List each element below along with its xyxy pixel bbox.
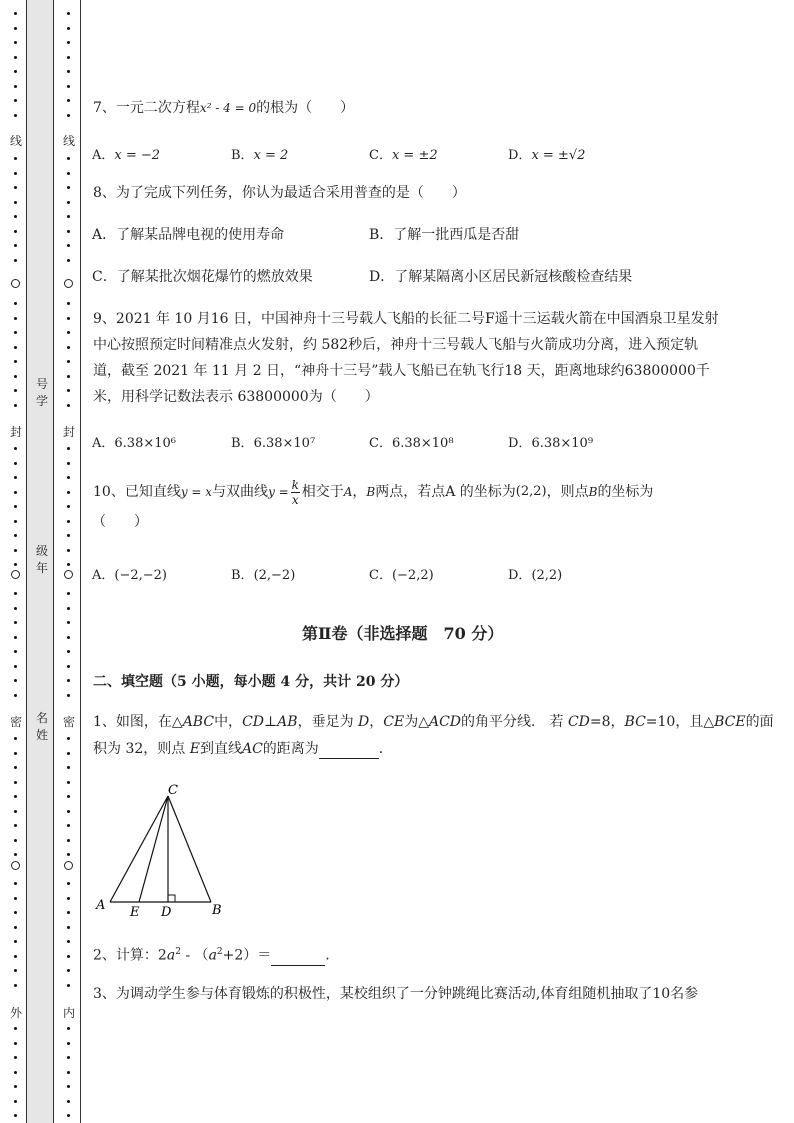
margin-dot [14, 375, 17, 378]
margin-dot [67, 505, 70, 508]
margin-dot [67, 534, 70, 537]
margin-dot [67, 1042, 70, 1045]
margin-dot [67, 969, 70, 972]
q10-text-4: ， [352, 484, 367, 500]
margin-dot [67, 331, 70, 334]
q7-option-a[interactable]: A．x = −2 [92, 148, 161, 163]
margin-dot [67, 447, 70, 450]
fill-q2 [93, 943, 330, 966]
margin-dot [67, 766, 70, 769]
q10-answer-paren: （ ） [92, 514, 148, 530]
segment-ce [139, 796, 168, 902]
q7-option-b[interactable]: B．x = 2 [231, 148, 289, 163]
hole-circle [11, 279, 20, 288]
q7-option-c[interactable]: C．x = ±2 [369, 148, 438, 163]
q10-fraction [291, 478, 300, 507]
margin-dot [14, 1071, 17, 1074]
segment-bc [168, 796, 211, 902]
fill-q1-line-2 [93, 740, 393, 759]
margin-dot [14, 621, 17, 624]
margin-dot [14, 331, 17, 334]
math-symbol: CE [383, 714, 405, 730]
margin-dot [67, 85, 70, 88]
question-7 [93, 99, 354, 117]
margin-dot [67, 70, 70, 73]
margin-dot [67, 955, 70, 958]
margin-dot [67, 404, 70, 407]
margin-dot [67, 563, 70, 566]
question-10 [93, 472, 653, 512]
margin-dot [14, 41, 17, 44]
margin-dot [67, 99, 70, 102]
margin-dot [14, 317, 17, 320]
q8-option-d[interactable]: D．了解某隔离小区居民新冠核酸检查结果 [369, 269, 633, 285]
margin-line-right [53, 0, 54, 1123]
margin-dot [14, 70, 17, 73]
margin-dot [67, 491, 70, 494]
margin-dot [67, 41, 70, 44]
margin-dot [14, 911, 17, 914]
margin-dot [14, 926, 17, 929]
margin-dot [14, 650, 17, 653]
margin-dot [67, 1056, 70, 1059]
margin-dot [14, 984, 17, 987]
margin-dot [14, 346, 17, 349]
margin-dot [14, 781, 17, 784]
margin-dot [67, 244, 70, 247]
q9-option-c[interactable]: C．6.38×10⁸ [369, 436, 454, 451]
margin-dot [14, 766, 17, 769]
margin-dot [14, 99, 17, 102]
margin-dot [14, 665, 17, 668]
fill-q3: 3、为调动学生参与体育锻炼的积极性，某校组织了一分钟跳绳比赛活动,体育组随机抽取了10名参 [93, 986, 699, 1002]
margin-dot [67, 520, 70, 523]
text-segment: =10，且△ [645, 714, 715, 730]
fill-q2-tail: . [325, 947, 330, 964]
margin-dot [67, 317, 70, 320]
q8-option-b[interactable]: B．了解一批西瓜是否甜 [369, 227, 520, 243]
q8-option-a[interactable]: A．了解某品牌电视的使用寿命 [92, 227, 285, 243]
margin-dot [67, 346, 70, 349]
margin-dot [14, 491, 17, 494]
margin-dot [14, 636, 17, 639]
label-c: C [168, 783, 178, 798]
math-symbol: CD [242, 714, 264, 730]
margin-dot [14, 752, 17, 755]
q10-text-2: 与双曲线 [212, 484, 269, 500]
fraction-numerator: k [291, 477, 299, 492]
fill-q2-mid: - （ [180, 947, 209, 964]
margin-dot [14, 534, 17, 537]
margin-dot [67, 679, 70, 682]
q10-line-equation: y = x [180, 485, 213, 499]
margin-dot [67, 114, 70, 117]
math-symbol: ABC [182, 714, 215, 730]
q10-text-5: 两点，若点A 的坐标为 [375, 484, 516, 500]
fill-q2-end: +2）＝ [222, 947, 272, 964]
margin-dot [67, 360, 70, 363]
segment-ac [110, 796, 168, 902]
fill-q2-var-a-2: a [208, 947, 217, 964]
margin-dot [67, 1114, 70, 1117]
fill-q2-exp-2: 2 [216, 947, 223, 957]
fill-q1-text-d: ． [378, 741, 393, 757]
margin-dot [67, 1071, 70, 1074]
margin-dot [14, 549, 17, 552]
fill-q1-text-c: 的距离为 [262, 741, 319, 757]
fill-q2-exp: 2 [175, 947, 181, 957]
field-name: 名姓 [35, 711, 48, 742]
q10-text-3: 相交于 [301, 484, 344, 500]
margin-line-left [26, 0, 27, 1123]
q9-option-d[interactable]: D．6.38×10⁹ [508, 436, 594, 451]
field-student-number: 号学 [35, 377, 48, 408]
margin-dot [67, 621, 70, 624]
triangle-figure [90, 778, 240, 920]
margin-dot [14, 27, 17, 30]
question-9-line-1: 9、2021 年 10 月16 日，中国神舟十三号载人飞船的长征二号F遥十三运载火箭在中国酒泉卫星发射 [93, 311, 719, 327]
margin-dot [14, 1027, 17, 1030]
q9-option-a[interactable]: A．6.38×10⁶ [92, 436, 176, 451]
margin-dot [14, 157, 17, 160]
outer-mark-xian: 线 [9, 134, 22, 148]
fill-q1-line-1 [93, 713, 774, 731]
field-grade: 级年 [35, 544, 48, 575]
margin-dot [67, 462, 70, 465]
q10-option-a[interactable]: A．(−2,−2) [92, 568, 167, 583]
margin-dot [67, 375, 70, 378]
margin-dot [14, 85, 17, 88]
margin-dot [67, 201, 70, 204]
text-segment: 的面 [745, 714, 774, 730]
label-b: B [212, 903, 222, 918]
margin-dot [67, 389, 70, 392]
math-symbol: D [358, 714, 370, 730]
margin-dot [14, 969, 17, 972]
question-9-line-2: 中心按照预定时间精准点火发射，约 582秒后，神舟十三号载人飞船与火箭成功分离，进入预定轨 [93, 337, 699, 353]
margin-dot [67, 911, 70, 914]
math-symbol: ACD [428, 714, 462, 730]
margin-dot [67, 694, 70, 697]
margin-dot [14, 795, 17, 798]
margin-dot [67, 984, 70, 987]
margin-dot [67, 186, 70, 189]
fill-q2-var-a: a [166, 947, 176, 964]
margin-dot [67, 1027, 70, 1030]
margin-dot [67, 839, 70, 842]
question-9-line-3: 道，截至 2021 年 11 月 2 日，“神舟十三号”载人飞船已在轨飞行18 天，距离地球约63800000千 [93, 363, 710, 379]
margin-dot [67, 27, 70, 30]
label-e: E [130, 905, 140, 920]
margin-dot [67, 592, 70, 595]
right-angle-mark [168, 895, 175, 902]
margin-dot [67, 795, 70, 798]
q7-text-before: 7、一元二次方程 [93, 100, 200, 116]
fill-q1-text-a: 积为 32，则点 [93, 741, 190, 757]
q10-point-b-2: B [588, 485, 598, 499]
text-segment: =8， [589, 714, 625, 730]
margin-dot [14, 897, 17, 900]
math-symbol: BC [624, 714, 646, 730]
margin-dot [67, 882, 70, 885]
margin-dot [67, 549, 70, 552]
margin-dot [67, 665, 70, 668]
q7-text-after: 的根为（ ） [256, 100, 355, 116]
margin-dot [14, 201, 17, 204]
q10-hyperbola-lhs: y = [268, 485, 289, 499]
outer-mark-feng: 封 [9, 425, 22, 439]
margin-dot [67, 476, 70, 479]
margin-dot [14, 360, 17, 363]
math-symbol: CD [567, 714, 590, 730]
margin-dot [14, 259, 17, 262]
margin-dot [14, 679, 17, 682]
margin-dot [14, 404, 17, 407]
q7-option-d[interactable]: D．x = ±√2 [508, 148, 586, 163]
label-d: D [161, 905, 172, 920]
margin-dot [67, 157, 70, 160]
margin-dot [14, 1056, 17, 1059]
hole-circle [11, 570, 20, 579]
fill-q1-answer-blank[interactable] [319, 740, 379, 759]
margin-dot [67, 302, 70, 305]
margin-dot [67, 650, 70, 653]
question-8: 8、为了完成下列任务，你认为最适合采用普查的是（ ） [93, 185, 466, 201]
margin-dot [14, 172, 17, 175]
q10-option-d[interactable]: D．(2,2) [508, 568, 563, 583]
text-segment: ⊥ [264, 714, 278, 730]
margin-dot [14, 940, 17, 943]
margin-dot [14, 592, 17, 595]
margin-dot [67, 636, 70, 639]
q10-text-6: ，则点 [546, 484, 589, 500]
text-segment: 中， [214, 714, 243, 730]
margin-dot [67, 172, 70, 175]
outer-mark-mi: 密 [9, 715, 22, 729]
part-2-title: 第Ⅱ卷（非选择题 70 分） [302, 624, 504, 643]
q10-option-b[interactable]: B．(2,−2) [231, 568, 296, 583]
fill-q1-line-ac: AC [241, 741, 263, 757]
question-9-line-4: 米，用科学记数法表示 63800000为（ ） [93, 389, 379, 405]
inner-mark-mi: 密 [62, 715, 75, 729]
math-symbol: AB [277, 714, 298, 730]
q9-option-b[interactable]: B．6.38×10⁷ [231, 436, 316, 451]
margin-dot [14, 476, 17, 479]
margin-dot [14, 447, 17, 450]
text-segment: ， [369, 714, 384, 730]
text-segment: ，垂足为 [297, 714, 359, 730]
margin-dot [67, 810, 70, 813]
hole-circle [64, 861, 73, 870]
margin-dot [67, 1100, 70, 1103]
q10-text-7: 的坐标为 [597, 484, 654, 500]
margin-dot [67, 897, 70, 900]
inner-mark-feng: 封 [62, 425, 75, 439]
margin-dot [14, 1085, 17, 1088]
margin-dot [14, 389, 17, 392]
q10-text-1: 10、已知直线 [93, 484, 181, 500]
math-symbol: BCE [714, 714, 746, 730]
margin-dot [67, 781, 70, 784]
margin-dot [14, 737, 17, 740]
margin-dot [67, 737, 70, 740]
margin-dot [14, 882, 17, 885]
margin-dot [14, 520, 17, 523]
outer-mark-wai: 外 [9, 1006, 22, 1020]
margin-dot [14, 462, 17, 465]
margin-dot [14, 244, 17, 247]
margin-dot [14, 230, 17, 233]
section-fill-in-heading: 二、填空题（5 小题，每小题 4 分，共计 20 分） [93, 674, 409, 690]
fill-q2-text: 2、计算：2 [93, 947, 167, 964]
margin-dot [67, 12, 70, 15]
margin-dot [67, 824, 70, 827]
label-a: A [96, 898, 106, 913]
margin-dot [67, 1085, 70, 1088]
margin-dot [14, 114, 17, 117]
margin-dot [67, 607, 70, 610]
fill-q2-answer-blank[interactable] [271, 947, 325, 966]
margin-dot [67, 940, 70, 943]
hole-circle [64, 570, 73, 579]
margin-dot [67, 215, 70, 218]
margin-dot [14, 824, 17, 827]
margin-dot [14, 1100, 17, 1103]
hole-circle [64, 279, 73, 288]
text-segment: 的角平分线． 若 [461, 714, 568, 730]
fill-q1-point-e: E [189, 741, 200, 757]
text-segment: 1、如图，在△ [93, 714, 183, 730]
margin-dot [14, 215, 17, 218]
margin-dot [67, 230, 70, 233]
q10-point-b: B [366, 485, 376, 499]
margin-dot [14, 607, 17, 610]
margin-dot [67, 853, 70, 856]
margin-dot [14, 839, 17, 842]
q10-option-c[interactable]: C．(−2,2) [369, 568, 434, 583]
text-segment: 为△ [404, 714, 429, 730]
margin-dot [67, 259, 70, 262]
hole-circle [11, 861, 20, 870]
q10-point-a: A [343, 485, 353, 499]
margin-dot [14, 56, 17, 59]
margin-dot [14, 1042, 17, 1045]
margin-dot [14, 694, 17, 697]
margin-dot [14, 12, 17, 15]
margin-dot [14, 505, 17, 508]
q7-equation: x² - 4 = 0 [199, 101, 257, 115]
margin-dot [14, 955, 17, 958]
margin-dot [14, 186, 17, 189]
margin-dot [14, 853, 17, 856]
inner-mark-xian: 线 [62, 134, 75, 148]
margin-dot [67, 56, 70, 59]
q10-coord-a: (2,2) [515, 484, 547, 499]
margin-dot [67, 752, 70, 755]
margin-dot [14, 1114, 17, 1117]
margin-dot [67, 926, 70, 929]
margin-dot [14, 302, 17, 305]
fill-q1-text-b: 到直线 [199, 741, 242, 757]
margin-dot [14, 810, 17, 813]
inner-mark-nei: 内 [62, 1006, 75, 1020]
margin-line-outer [80, 0, 81, 1123]
fraction-denominator: x [291, 492, 299, 507]
q8-option-c[interactable]: C．了解某批次烟花爆竹的燃放效果 [92, 269, 313, 285]
margin-dot [14, 563, 17, 566]
